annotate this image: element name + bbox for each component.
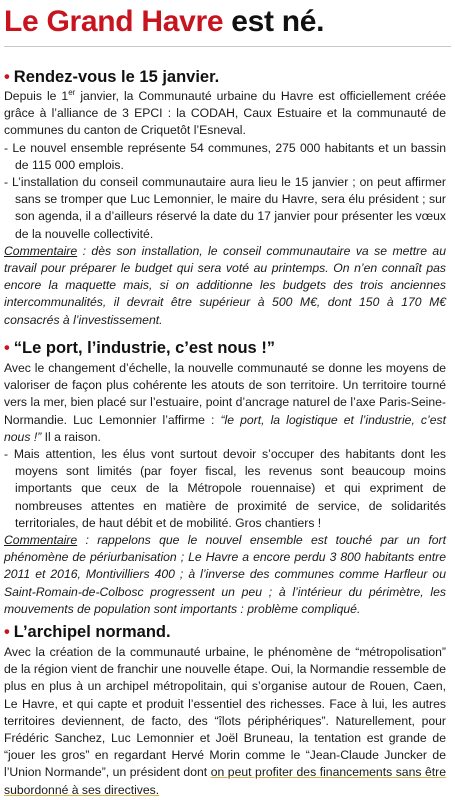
section-1-body — [4, 88, 446, 329]
section-2-body — [4, 360, 446, 618]
section-3-heading — [4, 622, 171, 642]
section-1-bullet-1: - Le nouvel ensemble représente 54 communes, 275 000 habitants et un bassin de 115 000 emplois. — [4, 140, 446, 172]
section-2-intro-end: Il a raison. — [41, 429, 101, 444]
red-bullet-icon: • — [4, 339, 10, 357]
section-1-intro-start: Depuis le 1 — [4, 89, 69, 103]
section-3-intro — [4, 644, 446, 799]
section-2-comment-label: Commentaire — [4, 533, 78, 548]
section-1-intro-sup: er — [68, 87, 76, 97]
section-2-heading-text: “Le port, l’industrie, c’est nous !” — [13, 339, 276, 357]
section-3-heading-text: L’archipel normand. — [13, 623, 171, 641]
section-1-comment — [4, 243, 446, 329]
red-bullet-icon: • — [4, 623, 10, 641]
article-title-black: est né. — [231, 5, 325, 38]
section-1-heading-text: Rendez-vous le 15 janvier. — [13, 68, 220, 86]
section-1-bullet-2: - L’installation du conseil communautaire aura lieu le 15 janvier ; on peut affirmer sans se tromper que Luc Lemonnier, le maire du Havre, sera élu président ; sur son agenda, il a d’ailleurs réservé la date du 17 janvier pour présenter les vœux de la nouvelle collectivité. — [4, 175, 446, 241]
section-2-intro-quote: “le port, la logistique et l’industrie, c’est nous !” — [4, 412, 446, 444]
article-title — [4, 2, 324, 42]
section-1-comment-label: Commentaire — [4, 243, 78, 258]
section-3-intro-end: on peut profiter des financements sans être subordonné à ses directives. — [4, 765, 446, 797]
section-1-heading — [4, 67, 219, 87]
section-3-intro-start: Avec la création de la communauté urbaine, le phénomène de “métropolisation” de la région vient de franchir une nouvelle étape. Oui, la Normandie ressemble de plus en plus à un archipel métropolitain, qui s’organise autour de Rouen, Caen, Le Havre, et qui capte et produit l’essentiel des richesses. Face à lui, les autres territoires deviennent, de facto, des “îlots périphériques”. Naturellement, pour Frédéric Sanchez, Luc Lemonnier et Joël Bruneau, la tentation est grande de “jouer les gros” en regardant Hervé Morin comme le “Jean-Claude Juncker de l’Union Normande”, un président dont — [4, 645, 446, 780]
section-1-comment-text: : dès son installation, le conseil communautaire va se mettre au travail pour préparer le budget qui sera voté au printemps. On n’en connaît pas encore la maquette mais, si on additionne les budgets des trois anciennes intercommunalités, il devrait être supérieur à 500 M€, dont 150 à 170 M€ consacrés à l’investissement. — [4, 243, 446, 327]
red-bullet-icon: • — [4, 68, 10, 86]
section-2-intro-start: Avec le changement d’échelle, la nouvelle communauté se donne les moyens de valoriser de façon plus cohérente les atouts de son territoire. Un territoire tourné vers la mer, bien placé sur l’estuaire, point d’ancrage naturel de l’axe Paris-Seine-Normandie. Luc Lemonnier l’affirme : — [4, 361, 446, 427]
section-1-intro — [4, 88, 446, 140]
section-1-intro-rest: janvier, la Communauté urbaine du Havre est officiellement créée grâce à l’alliance de 3 EPCI : la CODAH, Caux Estuaire et la communauté de communes du canton de Criquetôt l’Esneval. — [4, 89, 447, 138]
section-2-comment — [4, 532, 446, 618]
section-2-heading — [4, 338, 275, 358]
title-divider — [4, 46, 451, 47]
section-2-intro — [4, 360, 446, 446]
article-title-red: Le Grand Havre — [4, 5, 224, 38]
section-2-bullet-1: - Mais attention, les élus vont surtout devoir s’occuper des habitants dont les moyens sont limités (par foyer fiscal, les revenus sont beaucoup moins importants que ceux de la Métropole rouennaise) et qui expriment de nombreuses attentes en matière de proximité de service, de solidarités territoriales, de haut débit et de mobilité. Gros chantiers ! — [4, 447, 446, 530]
section-2-comment-text: : rappelons que le nouvel ensemble est touché par un fort phénomène de périurbanisation ; Le Havre a encore perdu 3 800 habitants entre 2011 et 2016, Montivilliers 400 ; à l’inverse des communes comme Harfleur ou Saint-Romain-de-Colbosc progressent un peu ; à l’intérieur du périmètre, les mouvements de population sont importants : problème compliqué. — [4, 533, 446, 616]
section-3-body — [4, 644, 446, 799]
